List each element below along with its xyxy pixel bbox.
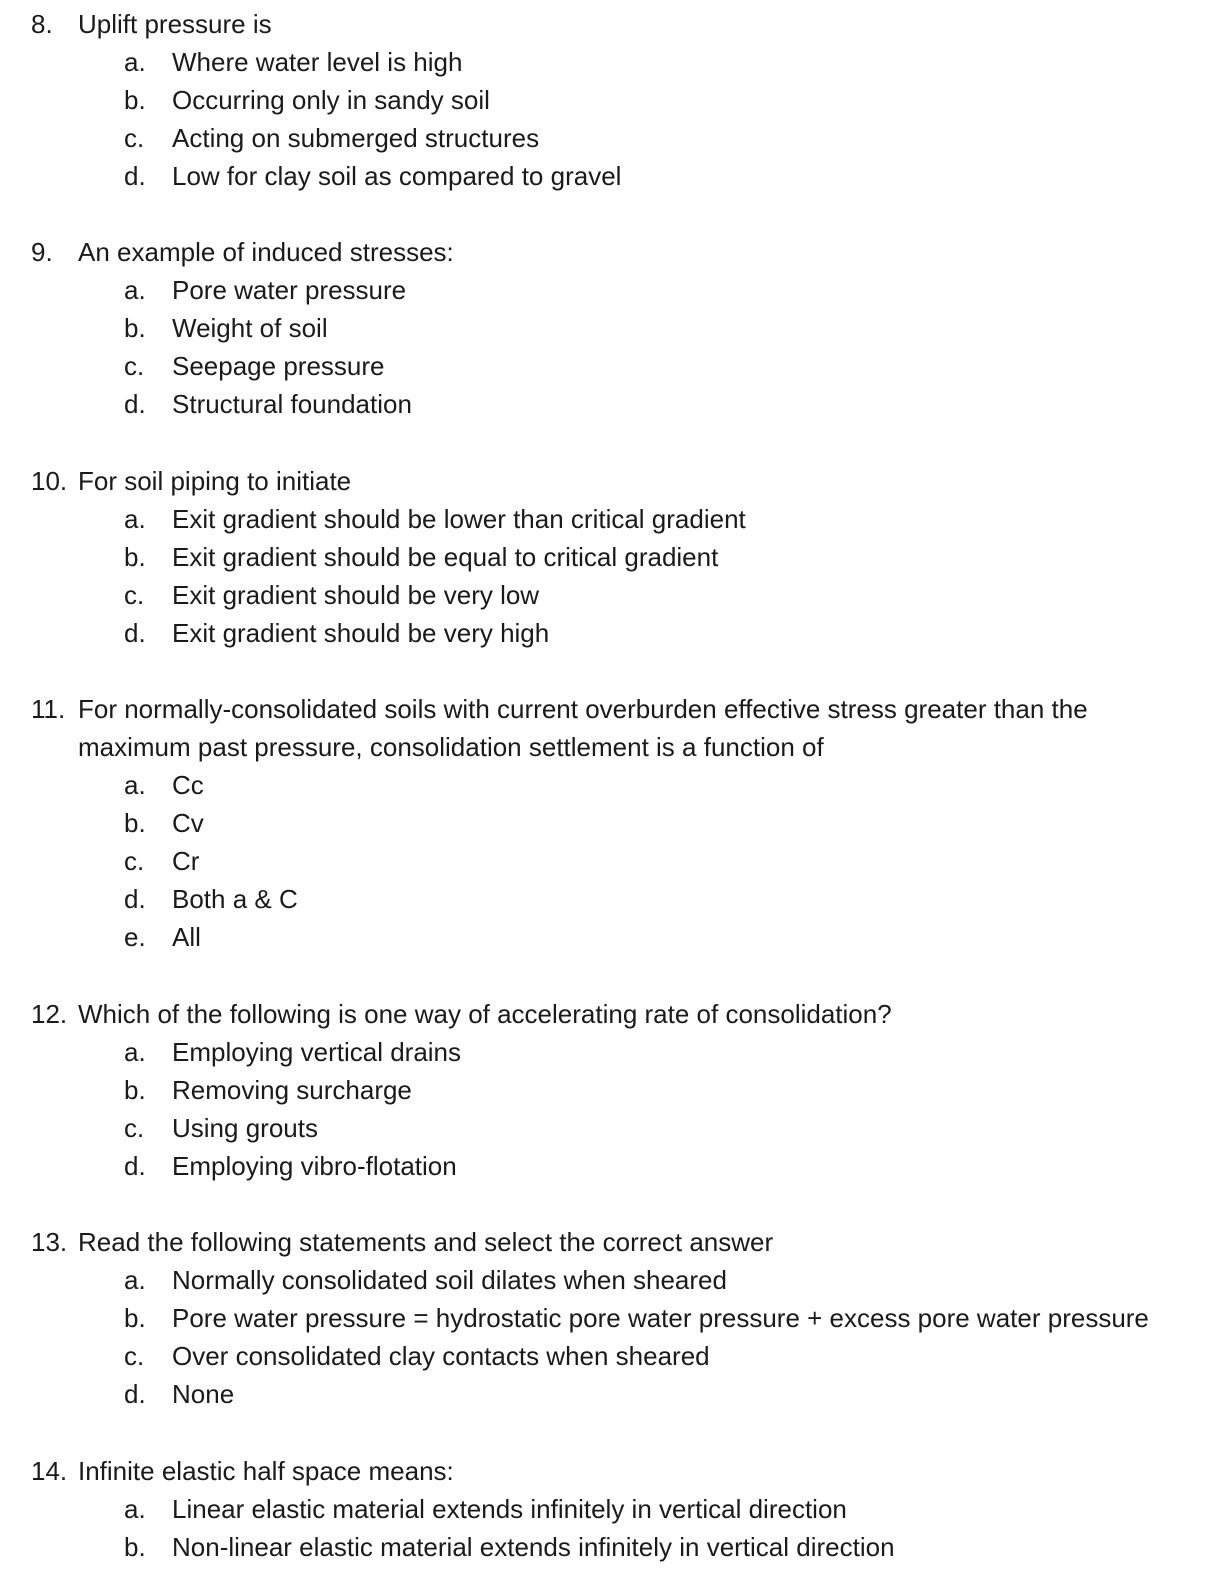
option-text: Exit gradient should be very low xyxy=(172,580,540,610)
option-a xyxy=(0,271,1220,309)
option-d xyxy=(0,157,1220,195)
option-text: Acting on submerged structures xyxy=(172,123,540,153)
question-11 xyxy=(0,690,1220,956)
option-text: Cv xyxy=(172,808,204,838)
option-letter: b. xyxy=(124,85,146,115)
option-text: Seepage pressure xyxy=(172,351,385,381)
question-number: 8. xyxy=(31,9,53,39)
question-number: 14. xyxy=(31,1456,68,1486)
question-number: 13. xyxy=(31,1227,68,1257)
option-letter: c. xyxy=(124,580,145,610)
option-text: Employing vertical drains xyxy=(172,1037,462,1067)
option-b xyxy=(0,1299,1220,1337)
option-c xyxy=(0,347,1220,385)
option-d xyxy=(0,880,1220,918)
option-text: Where water level is high xyxy=(172,47,463,77)
question-text: Which of the following is one way of accelerating rate of consolidation? xyxy=(78,999,892,1029)
option-text: Normally consolidated soil dilates when sheared xyxy=(172,1265,727,1295)
option-c xyxy=(0,119,1220,157)
question-number: 12. xyxy=(31,999,68,1029)
option-text: Using grouts xyxy=(172,1113,318,1143)
question-number: 10. xyxy=(31,466,68,496)
question-stem xyxy=(0,1223,1220,1261)
option-letter: b. xyxy=(124,313,146,343)
question-13 xyxy=(0,1223,1220,1413)
question-9 xyxy=(0,233,1220,423)
question-stem xyxy=(0,5,1220,43)
option-letter: b. xyxy=(124,808,146,838)
option-c xyxy=(0,842,1220,880)
option-letter: d. xyxy=(124,884,146,914)
question-text: An example of induced stresses: xyxy=(78,237,454,267)
option-letter: c. xyxy=(124,351,145,381)
option-letter: a. xyxy=(124,47,146,77)
option-letter: a. xyxy=(124,1494,146,1524)
question-number: 11. xyxy=(31,694,66,724)
option-text: Exit gradient should be lower than critical gradient xyxy=(172,504,746,534)
option-d xyxy=(0,1375,1220,1413)
question-stem xyxy=(0,462,1220,500)
question-stem xyxy=(0,1452,1220,1490)
option-letter: a. xyxy=(124,504,146,534)
option-letter: d. xyxy=(124,161,146,191)
option-a xyxy=(0,1033,1220,1071)
question-text: For soil piping to initiate xyxy=(78,466,352,496)
option-d xyxy=(0,614,1220,652)
option-letter: d. xyxy=(124,1379,146,1409)
option-b xyxy=(0,804,1220,842)
option-letter: d. xyxy=(124,618,146,648)
option-letter: c. xyxy=(124,1341,145,1371)
option-text: Both a & C xyxy=(172,884,298,914)
option-text: Cc xyxy=(172,770,204,800)
option-text: Occurring only in sandy soil xyxy=(172,85,490,115)
question-text: Read the following statements and select the correct answer xyxy=(78,1227,774,1257)
option-letter: b. xyxy=(124,1532,146,1562)
option-a xyxy=(0,1490,1220,1528)
option-text: Pore water pressure xyxy=(172,275,407,305)
option-c xyxy=(0,1109,1220,1147)
option-d xyxy=(0,1147,1220,1185)
question-10 xyxy=(0,462,1220,652)
question-text: For normally-consolidated soils with current overburden effective stress greater than the maximum past pressure, consolidation settlement is a function of xyxy=(78,694,1088,762)
option-text: Over consolidated clay contacts when sheared xyxy=(172,1341,710,1371)
option-d xyxy=(0,385,1220,423)
option-b xyxy=(0,1071,1220,1109)
option-letter: d. xyxy=(124,389,146,419)
option-letter: b. xyxy=(124,542,146,572)
option-b xyxy=(0,81,1220,119)
question-12 xyxy=(0,995,1220,1185)
option-letter: b. xyxy=(124,1075,146,1105)
option-c xyxy=(0,576,1220,614)
option-letter: c. xyxy=(124,123,145,153)
option-letter: d. xyxy=(124,1151,146,1181)
question-number: 9. xyxy=(31,237,53,267)
option-letter: c. xyxy=(124,846,145,876)
question-stem xyxy=(0,233,1220,271)
option-letter: a. xyxy=(124,275,146,305)
option-text: Cr xyxy=(172,846,200,876)
option-a xyxy=(0,500,1220,538)
option-b xyxy=(0,538,1220,576)
question-8 xyxy=(0,5,1220,195)
option-text: Weight of soil xyxy=(172,313,328,343)
option-text: Employing vibro-flotation xyxy=(172,1151,457,1181)
option-letter: a. xyxy=(124,1265,146,1295)
question-stem xyxy=(31,690,1178,766)
option-letter: b. xyxy=(124,1303,146,1333)
option-text: Structural foundation xyxy=(172,389,412,419)
question-text: Infinite elastic half space means: xyxy=(78,1456,454,1486)
option-text: Exit gradient should be very high xyxy=(172,618,550,648)
option-text: Removing surcharge xyxy=(172,1075,412,1105)
option-a xyxy=(0,43,1220,81)
question-14 xyxy=(0,1452,1220,1566)
option-b xyxy=(0,309,1220,347)
option-letter: e. xyxy=(124,922,146,952)
option-c xyxy=(0,1337,1220,1375)
option-a xyxy=(0,1261,1220,1299)
option-letter: c. xyxy=(124,1113,145,1143)
question-text: Uplift pressure is xyxy=(78,9,272,39)
option-text: Non-linear elastic material extends infinitely in vertical direction xyxy=(172,1532,895,1562)
option-a xyxy=(0,766,1220,804)
option-letter: a. xyxy=(124,1037,146,1067)
option-text: Pore water pressure = hydrostatic pore water pressure + excess pore water pressure xyxy=(172,1303,1149,1333)
option-text: None xyxy=(172,1379,235,1409)
option-letter: a. xyxy=(124,770,146,800)
option-e xyxy=(0,918,1220,956)
option-text: Exit gradient should be equal to critical gradient xyxy=(172,542,719,572)
option-text: Linear elastic material extends infinitely in vertical direction xyxy=(172,1494,847,1524)
option-text: All xyxy=(172,922,201,952)
option-b xyxy=(0,1528,1220,1566)
option-text: Low for clay soil as compared to gravel xyxy=(172,161,622,191)
question-stem xyxy=(0,995,1220,1033)
